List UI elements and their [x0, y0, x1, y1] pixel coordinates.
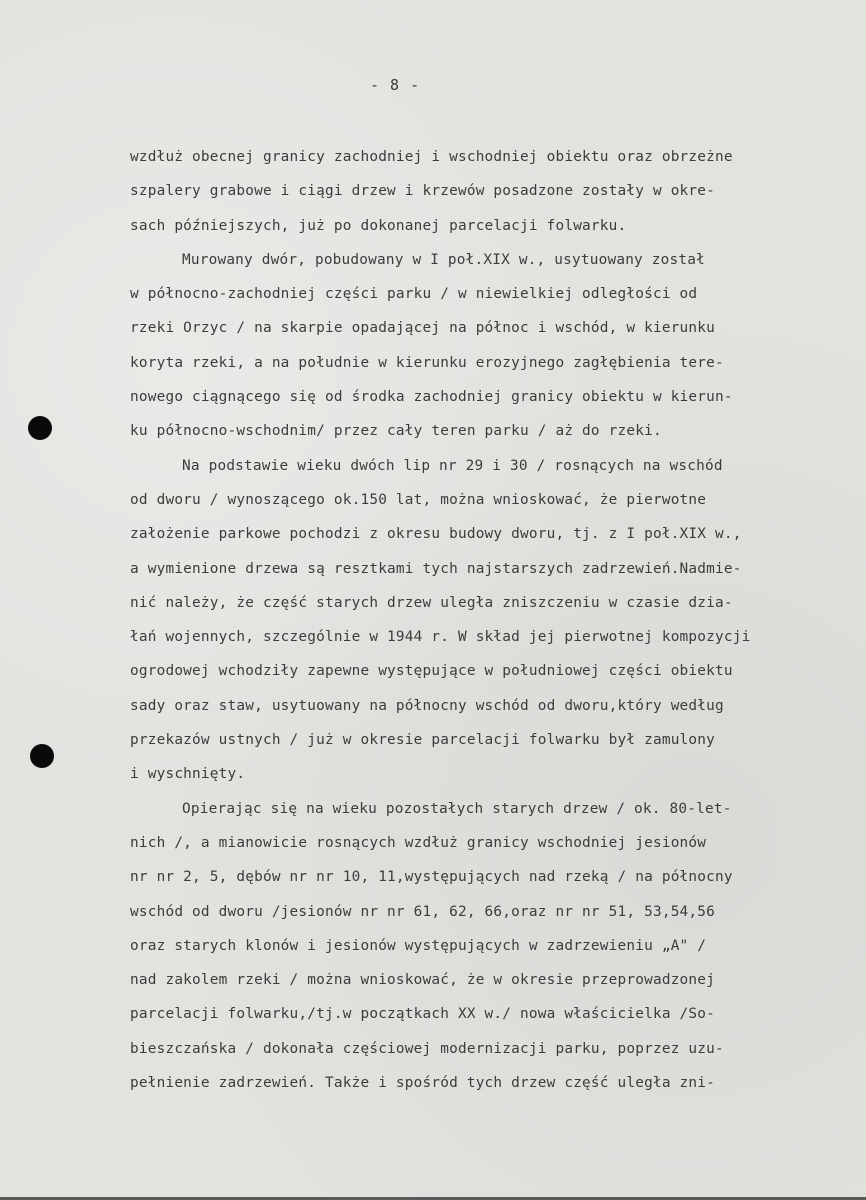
body-text — [130, 140, 844, 1100]
punch-hole — [28, 416, 52, 440]
paragraph-lime-trees: Na podstawie wieku dwóch lip nr 29 i 30 / rosnących na wschód od dworu / wynoszącego ok.150 lat, można wnioskować, że pierwotne założenie parkowe pochodzi z okresu budowy dworu, tj. z I poł.XIX w., a wymienione drzewa są resztkami tych najstarszych zadrzewień.Nadmie- nić należy, że część starych drzew uległa zniszczeniu w czasie dzia- łań wojennych, szczególnie w 1944 r. W skład jej pierwotnej kompozycji ogrodowej wchodziły zapewne występujące w południowej części obiektu sady oraz staw, usytuowany na północny wschód od dworu,który według przekazów ustnych / już w okresie parcelacji folwarku był zamulony i wyschnięty. — [130, 457, 751, 783]
paragraph-manor: Murowany dwór, pobudowany w I poł.XIX w., usytuowany został w północno-zachodniej części parku / w niewielkiej odległości od rzeki Orzyc / na skarpie opadającej na północ i wschód, w kierunku koryta rzeki, a na południe w kierunku erozyjnego zagłębienia tere- nowego ciągnącego się od środka zachodniej granicy obiektu w kierun- ku północno-wschodnim/ przez cały teren parku / aż do rzeki. — [130, 251, 733, 440]
paragraph-continuation: wzdłuż obecnej granicy zachodniej i wschodniej obiektu oraz obrzeżne szpalery grabowe i ciągi drzew i krzewów posadzone zostały w okre- sach późniejszych, już po dokonanej parcelacji folwarku. — [130, 149, 733, 234]
paragraph-old-trees: Opierając się na wieku pozostałych starych drzew / ok. 80-let- nich /, a mianowicie rosnących wzdłuż granicy wschodniej jesionów nr nr 2, 5, dębów nr nr 10, 11,występujących nad rzeką / na północny wschód od dworu /jesionów nr nr 61, 62, 66,oraz nr nr 51, 53,54,56 oraz starych klonów i jesionów występujących w zadrzewieniu „A" / nad zakolem rzeki / można wnioskować, że w okresie przeprowadzonej parcelacji folwarku,/tj.w początkach XX w./ nowa właścicielka /So- bieszczańska / dokonała częściowej modernizacji parku, poprzez uzu- pełnienie zadrzewień. Także i spośród tych drzew część uległa zni- — [130, 800, 733, 1092]
page-number: - 8 - — [370, 76, 421, 94]
punch-hole — [30, 744, 54, 768]
